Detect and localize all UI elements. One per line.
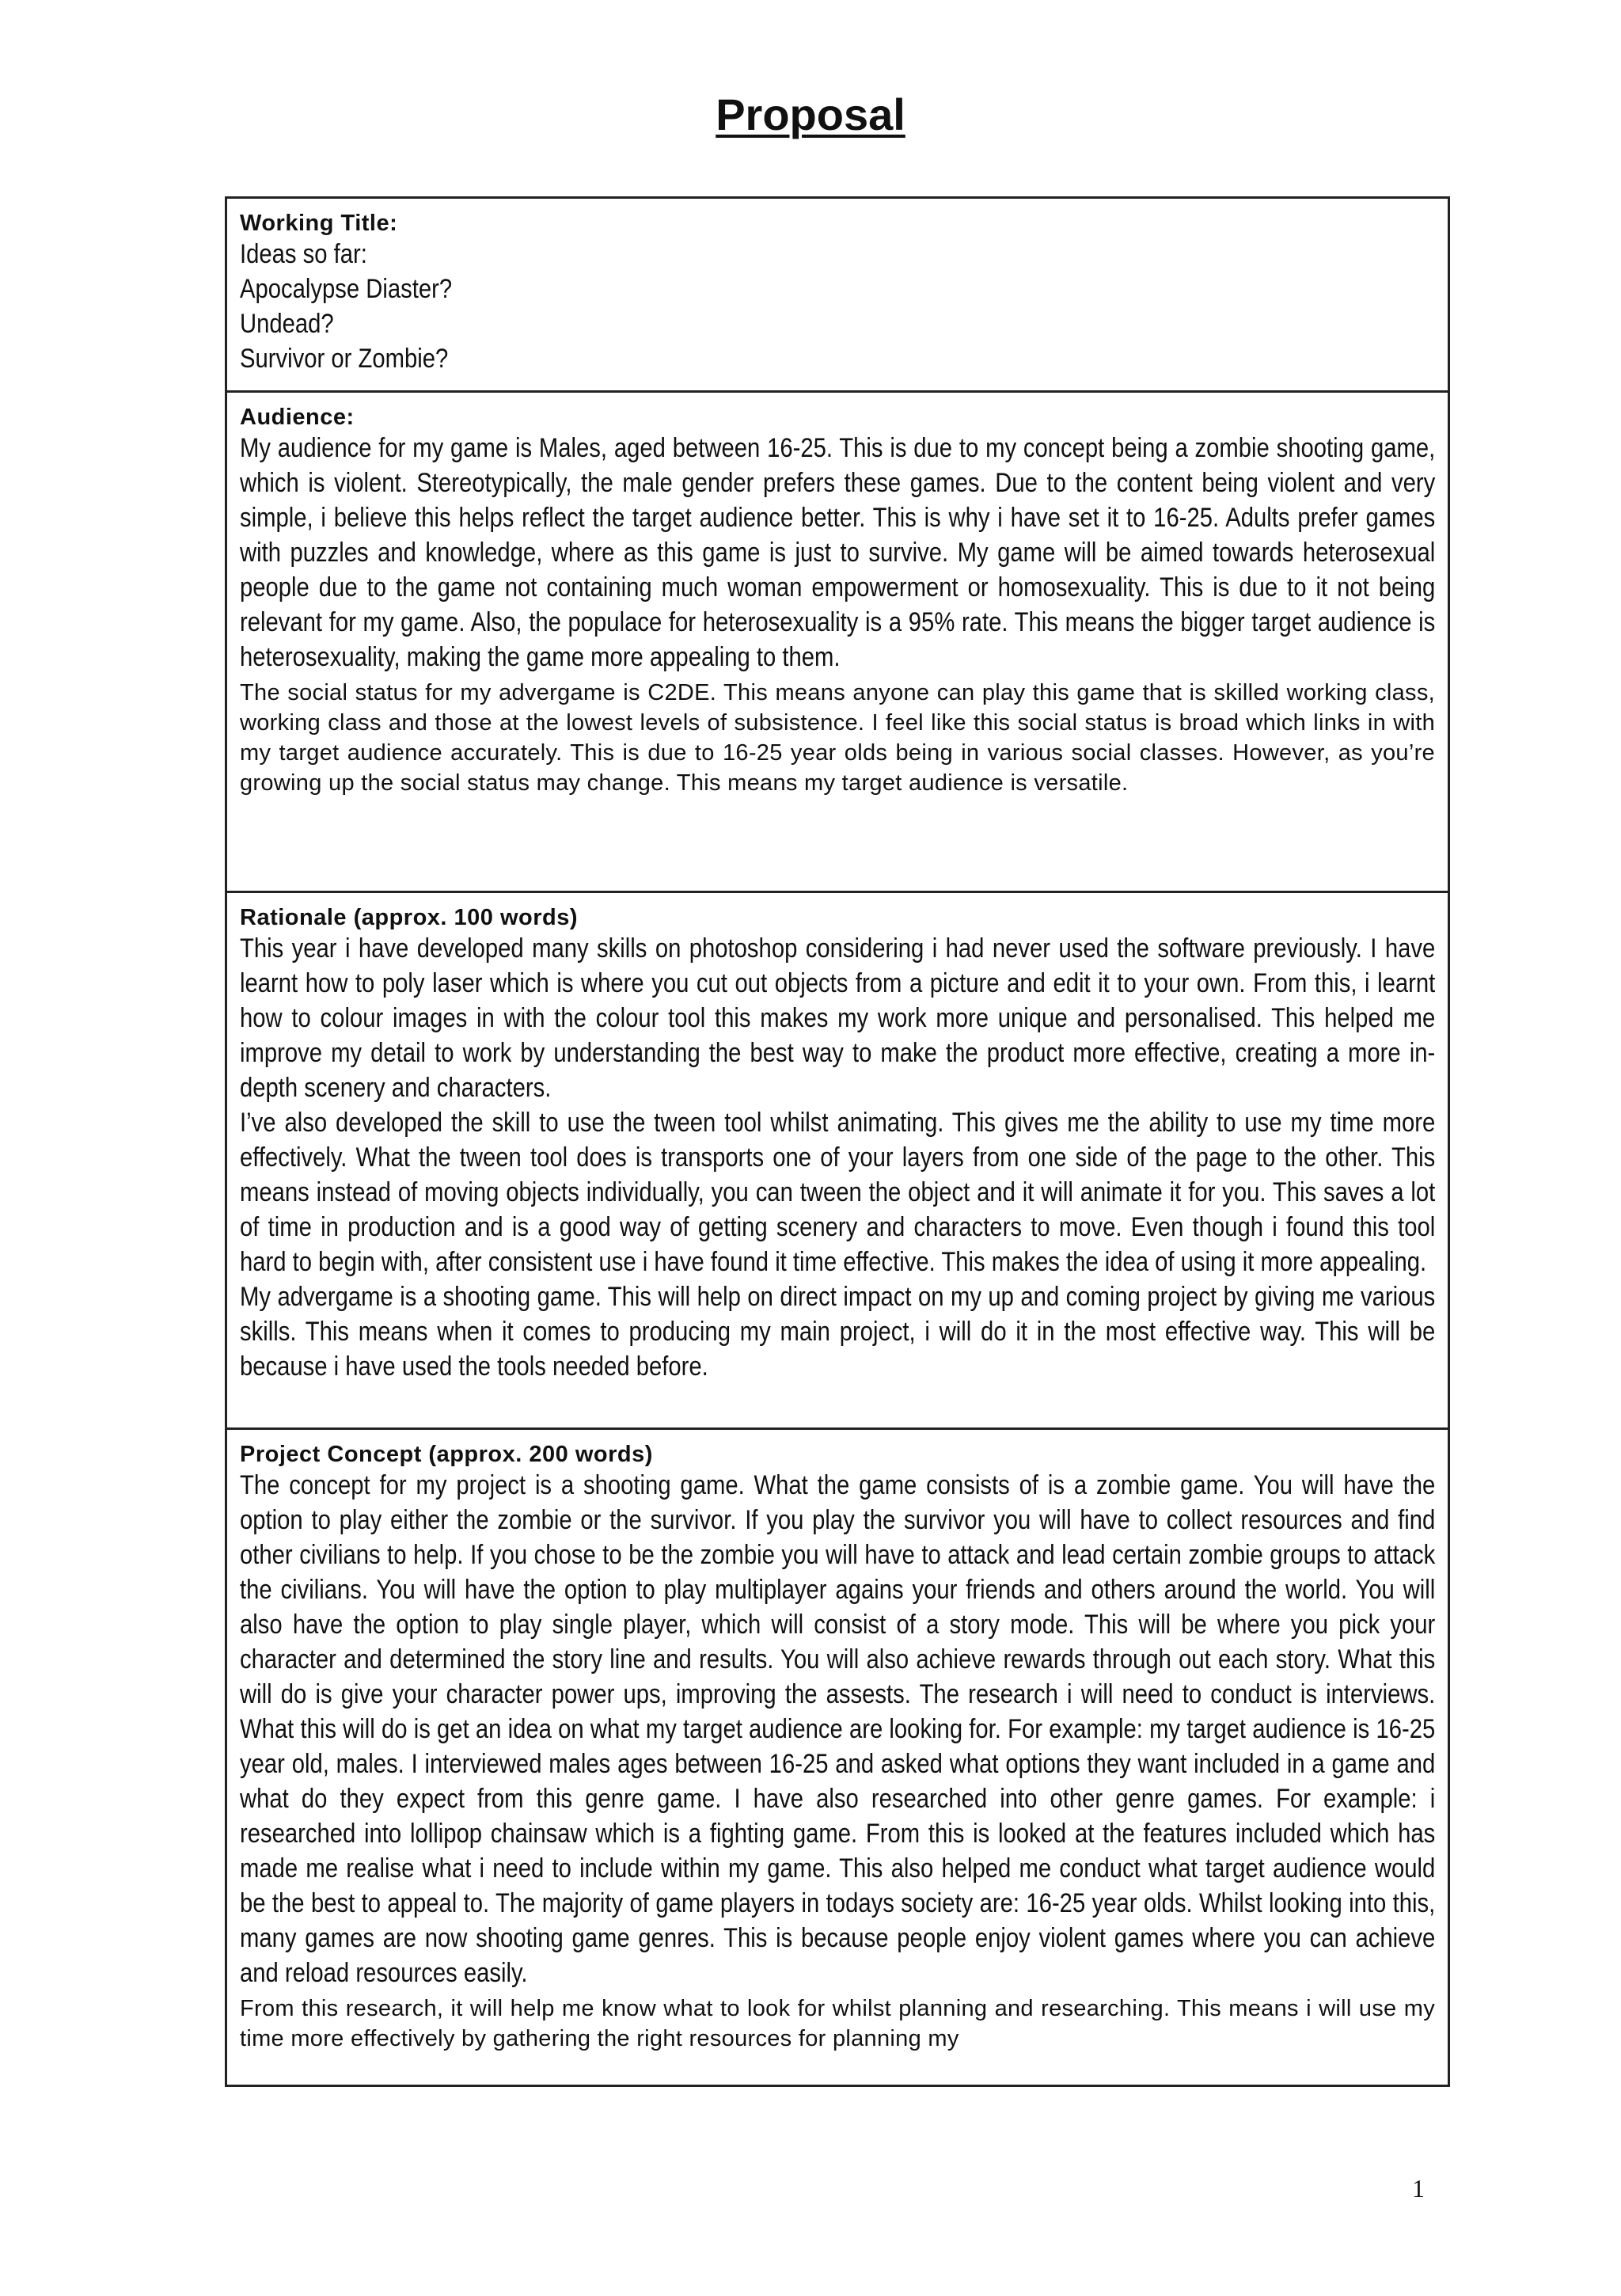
rationale-paragraph: I’ve also developed the skill to use the tween tool whilst animating. This gives me the ability to use my time more effectively. What the tween tool does is transports one of your layers from one side of the page to the other. This means instead of moving objects individually, you can tween the object and it will animate it for you. This saves a lot of time in production and is a good way of getting scenery and characters to move. Even though i found this tool hard to begin with, after consistent use i have found it time effective. This makes the idea of using it more appealing. bbox=[240, 1108, 1436, 1277]
project-concept-heading: Project Concept (approx. 200 words) bbox=[240, 1442, 653, 1467]
working-title-heading: Working Title: bbox=[240, 211, 398, 236]
audience-paragraph: My audience for my game is Males, aged between 16-25. This is due to my concept being a zombie shooting game, which is violent. Stereotypically, the male gender prefers these games. Due to the content being violent and very simple, i believe this helps reflect the target audience better. This is why i have set it to 16-25. Adults prefer games with puzzles and knowledge, where as this game is just to survive. My game will be aimed towards heterosexual people due to the game not containing much woman empowerment or homosexuality. This is due to it not being relevant for my game. Also, the populace for heterosexuality is a 95% rate. This means the bigger target audience is heterosexuality, making the game more appealing to them. bbox=[240, 433, 1436, 672]
audience-social-status-paragraph: The social status for my advergame is C2DE. This means anyone can play this game that is skilled working class, working class and those at the lowest levels of subsistence. I feel like this social status is broad which links in with my target audience accurately. This is due to 16-25 year olds being in various social classes. However, as you’re growing up the social status may change. This means my target audience is versatile. bbox=[240, 680, 1435, 796]
audience-heading: Audience: bbox=[240, 405, 355, 430]
working-title-line: Apocalypse Diaster? bbox=[240, 274, 453, 304]
page-number: 1 bbox=[1412, 2174, 1425, 2203]
rationale-paragraph: This year i have developed many skills on photoshop considering i had never used the software previously. I have learnt how to poly laser which is where you cut out objects from a picture and edit it to your own. From this, i learnt how to colour images in with the colour tool this makes my work more unique and personalised. This helped me improve my detail to work by understanding the best way to make the product more effective, creating a more in-depth scenery and characters. bbox=[240, 933, 1436, 1103]
project-concept-section bbox=[227, 1430, 1448, 2085]
page-title: Proposal bbox=[716, 89, 905, 139]
working-title-line: Ideas so far: bbox=[240, 239, 367, 269]
rationale-section bbox=[227, 893, 1448, 1430]
audience-section bbox=[227, 393, 1448, 893]
working-title-line: Survivor or Zombie? bbox=[240, 344, 449, 374]
project-concept-research-paragraph: From this research, it will help me know what to look for whilst planning and researching. This means i will use my time more effectively by gathering the right resources for planning my bbox=[240, 1996, 1435, 2051]
working-title-section bbox=[227, 199, 1448, 393]
project-concept-paragraph: The concept for my project is a shooting game. What the game consists of is a zombie game. You will have the option to play either the zombie or the survivor. If you play the survivor you will have to collect resources and find other civilians to help. If you chose to be the zombie you will have to attack and lead certain zombie groups to attack the civilians. You will have the option to play multiplayer agains your friends and others around the world. You will also have the option to play single player, which will consist of a story mode. This will be where you pick your character and determined the story line and results. You will also achieve rewards through out each story. What this will do is give your character power ups, improving the assests. The research i will need to conduct is interviews. What this will do is get an idea on what my target audience are looking for. For example: my target audience is 16-25 year old, males. I interviewed males ages between 16-25 and asked what options they want included in a game and what do they expect from this genre game. I have also researched into other genre games. For example: i researched into lollipop chainsaw which is a fighting game. From this is looked at the features included which has made me realise what i need to include within my game. This also helped me conduct what target audience would be the best to appeal to. The majority of game players in todays society are: 16-25 year olds. Whilst looking into this, many games are now shooting game genres. This is because people enjoy violent games where you can achieve and reload resources easily. bbox=[240, 1470, 1436, 1988]
proposal-table bbox=[225, 196, 1450, 2087]
rationale-paragraph: My advergame is a shooting game. This will help on direct impact on my up and coming project by giving me various skills. This means when it comes to producing my main project, i will do it in the most effective way. This will be because i have used the tools needed before. bbox=[240, 1282, 1436, 1382]
rationale-heading: Rationale (approx. 100 words) bbox=[240, 905, 579, 930]
working-title-line: Undead? bbox=[240, 309, 334, 339]
working-title-ideas bbox=[240, 237, 1435, 376]
